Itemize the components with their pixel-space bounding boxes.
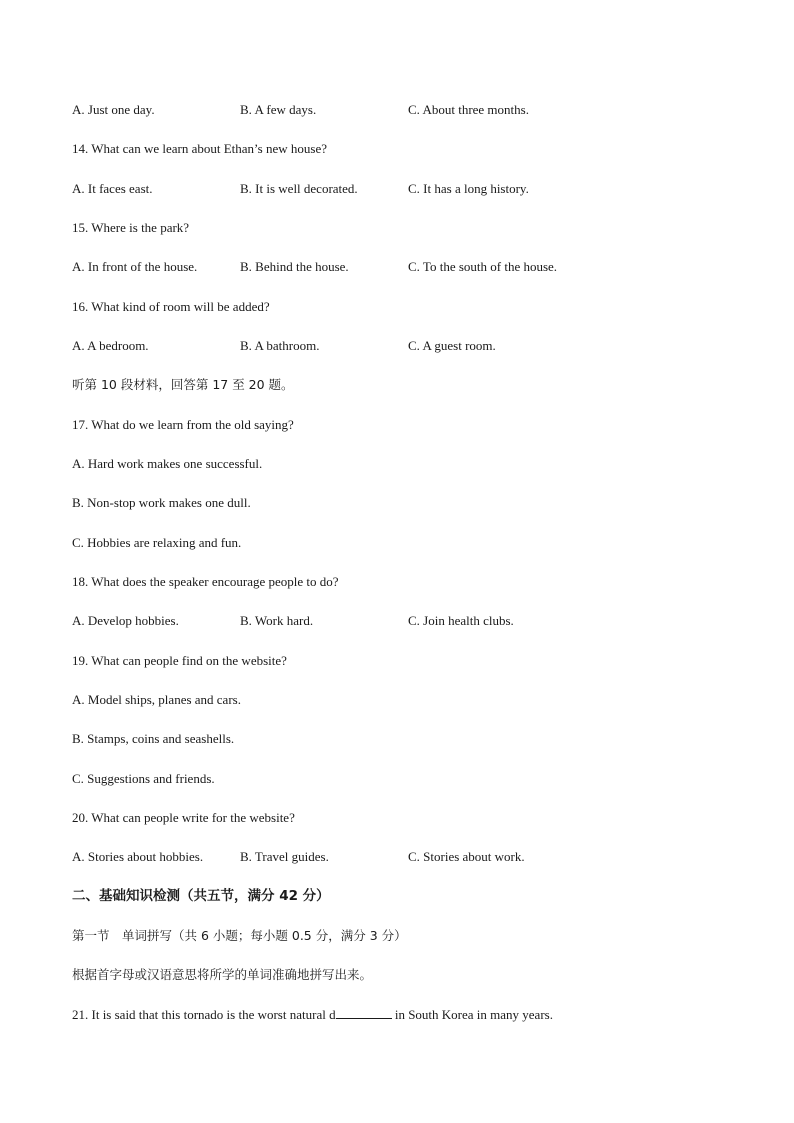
q20-option-a: A. Stories about hobbies. — [72, 849, 204, 864]
q19-option-c: C. Suggestions and friends. — [72, 771, 215, 786]
q15-option-b: B. Behind the house. — [240, 259, 349, 274]
q18-option-a: A. Develop hobbies. — [72, 613, 179, 628]
q14-option-b: B. It is well decorated. — [240, 181, 358, 196]
q18-option-c: C. Join health clubs. — [408, 613, 514, 628]
q16-option-a: A. A bedroom. — [72, 338, 149, 353]
q16-question: 16. What kind of room will be added? — [72, 299, 270, 314]
q15-question: 15. Where is the park? — [72, 220, 190, 235]
q16-option-c: C. A guest room. — [408, 338, 496, 353]
q13-option-c: C. About three months. — [408, 102, 529, 117]
q21-sentence — [72, 1007, 553, 1023]
q19-question: 19. What can people find on the website? — [72, 653, 287, 668]
q17-option-c: C. Hobbies are relaxing and fun. — [72, 535, 242, 550]
q20-option-b: B. Travel guides. — [240, 849, 329, 864]
section1-instruction: 根据首字母或汉语意思将所学的单词准确地拼写出来。 — [72, 967, 373, 982]
part2-heading: 二、基础知识检测（共五节，满分 42 分） — [72, 888, 330, 904]
q14-question: 14. What can we learn about Ethan’s new house? — [72, 141, 327, 156]
q16-option-b: B. A bathroom. — [240, 338, 320, 353]
q13-option-a: A. Just one day. — [72, 102, 155, 117]
q21-answer-blank[interactable] — [336, 1007, 392, 1019]
q15-option-c: C. To the south of the house. — [408, 259, 558, 274]
q19-option-a: A. Model ships, planes and cars. — [72, 692, 241, 707]
q18-question: 18. What does the speaker encourage people to do? — [72, 574, 339, 589]
q14-option-a: A. It faces east. — [72, 181, 153, 196]
passage10-instruction: 听第 10 段材料，回答第 17 至 20 题。 — [72, 377, 294, 392]
q21-text-after: in South Korea in many years. — [391, 1007, 553, 1022]
q18-option-b: B. Work hard. — [240, 613, 314, 628]
section1-title: 第一节 单词拼写（共 6 小题；每小题 0.5 分，满分 3 分） — [72, 928, 407, 943]
q21-text-before: 21. It is said that this tornado is the worst natural d — [72, 1007, 336, 1022]
q20-option-c: C. Stories about work. — [408, 849, 525, 864]
q17-question: 17. What do we learn from the old saying? — [72, 417, 294, 432]
q14-option-c: C. It has a long history. — [408, 181, 529, 196]
q17-option-b: B. Non-stop work makes one dull. — [72, 495, 251, 510]
q20-question: 20. What can people write for the website? — [72, 810, 295, 825]
q19-option-b: B. Stamps, coins and seashells. — [72, 731, 235, 746]
q15-option-a: A. In front of the house. — [72, 259, 198, 274]
q13-option-b: B. A few days. — [240, 102, 317, 117]
q17-option-a: A. Hard work makes one successful. — [72, 456, 263, 471]
